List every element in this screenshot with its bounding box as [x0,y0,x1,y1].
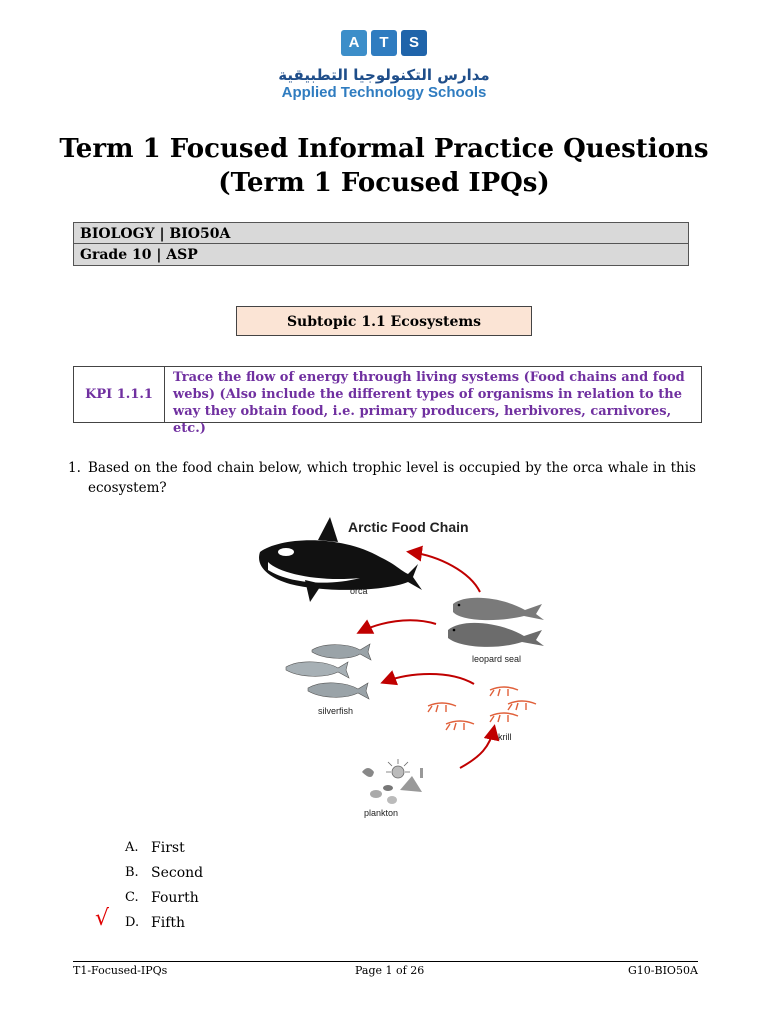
footer-divider [73,961,698,962]
kpi-description: Trace the flow of energy through living systems (Food chains and food webs) (Also include the different types of organisms in relation to the way they obtain food, i.e. primary producers, herbivores, carnivores, etc.) [173,370,685,436]
krill-icon [428,687,536,730]
logo-arabic-name: مدارس التكنولوجيا التطبيقية [278,66,490,84]
arctic-food-chain-figure [250,512,550,822]
option-text: Second [151,865,204,881]
logo-letter-a: A [341,30,367,56]
plankton-icon [362,759,423,804]
option-text: Fifth [151,915,186,931]
silverfish-icon [286,644,371,699]
footer-right: G10-BIO50A [628,964,698,977]
food-chain-illustration [250,512,550,822]
leopard-seal-label: leopard seal [472,654,522,664]
footer-left: T1-Focused-IPQs [73,964,168,977]
logo-letter-t: T [371,30,397,56]
arrow-krill-to-silverfish [384,674,474,684]
subtopic-heading: Subtopic 1.1 Ecosystems [236,306,532,336]
arrow-plankton-to-krill [460,728,494,768]
orca-label: orca [350,586,368,596]
school-logo [0,30,768,101]
logo-english-name: Applied Technology Schools [281,84,487,101]
option-a[interactable] [125,838,203,863]
kpi-table [73,366,702,436]
page-title-line2: (Term 1 Focused IPQs) [218,168,550,198]
option-text: First [151,840,185,856]
course-subject: BIOLOGY | BIO50A [73,222,689,244]
option-letter: A. [125,840,139,855]
footer-page-number: Page 1 of 26 [355,964,425,977]
question-1 [68,458,696,498]
option-b[interactable] [125,863,203,888]
option-letter: D. [125,915,140,930]
page-title-line1: Term 1 Focused Informal Practice Questions [59,134,709,164]
logo-letter-s: S [401,30,427,56]
option-text: Fourth [151,890,199,906]
option-c[interactable] [125,888,203,913]
krill-label: krill [498,732,512,742]
logo-letter-boxes [341,30,427,56]
question-text: Based on the food chain below, which trophic level is occupied by the orca whale in this ecosystem? [88,460,696,496]
figure-title: Arctic Food Chain [348,519,469,535]
course-grade: Grade 10 | ASP [73,244,689,266]
question-number: 1. [68,460,81,476]
leopard-seal-icon [448,598,544,647]
plankton-label: plankton [364,808,399,818]
option-letter: B. [125,865,139,880]
kpi-label: KPI 1.1.1 [74,367,165,422]
option-letter: C. [125,890,139,905]
arrow-seal-to-orca [410,552,480,592]
course-info-box [73,222,689,266]
arrow-silverfish-to-seal [360,620,436,632]
correct-answer-check-icon: √ [95,906,110,931]
answer-options [95,838,204,938]
silverfish-label: silverfish [318,706,354,716]
option-d[interactable] [95,906,203,938]
